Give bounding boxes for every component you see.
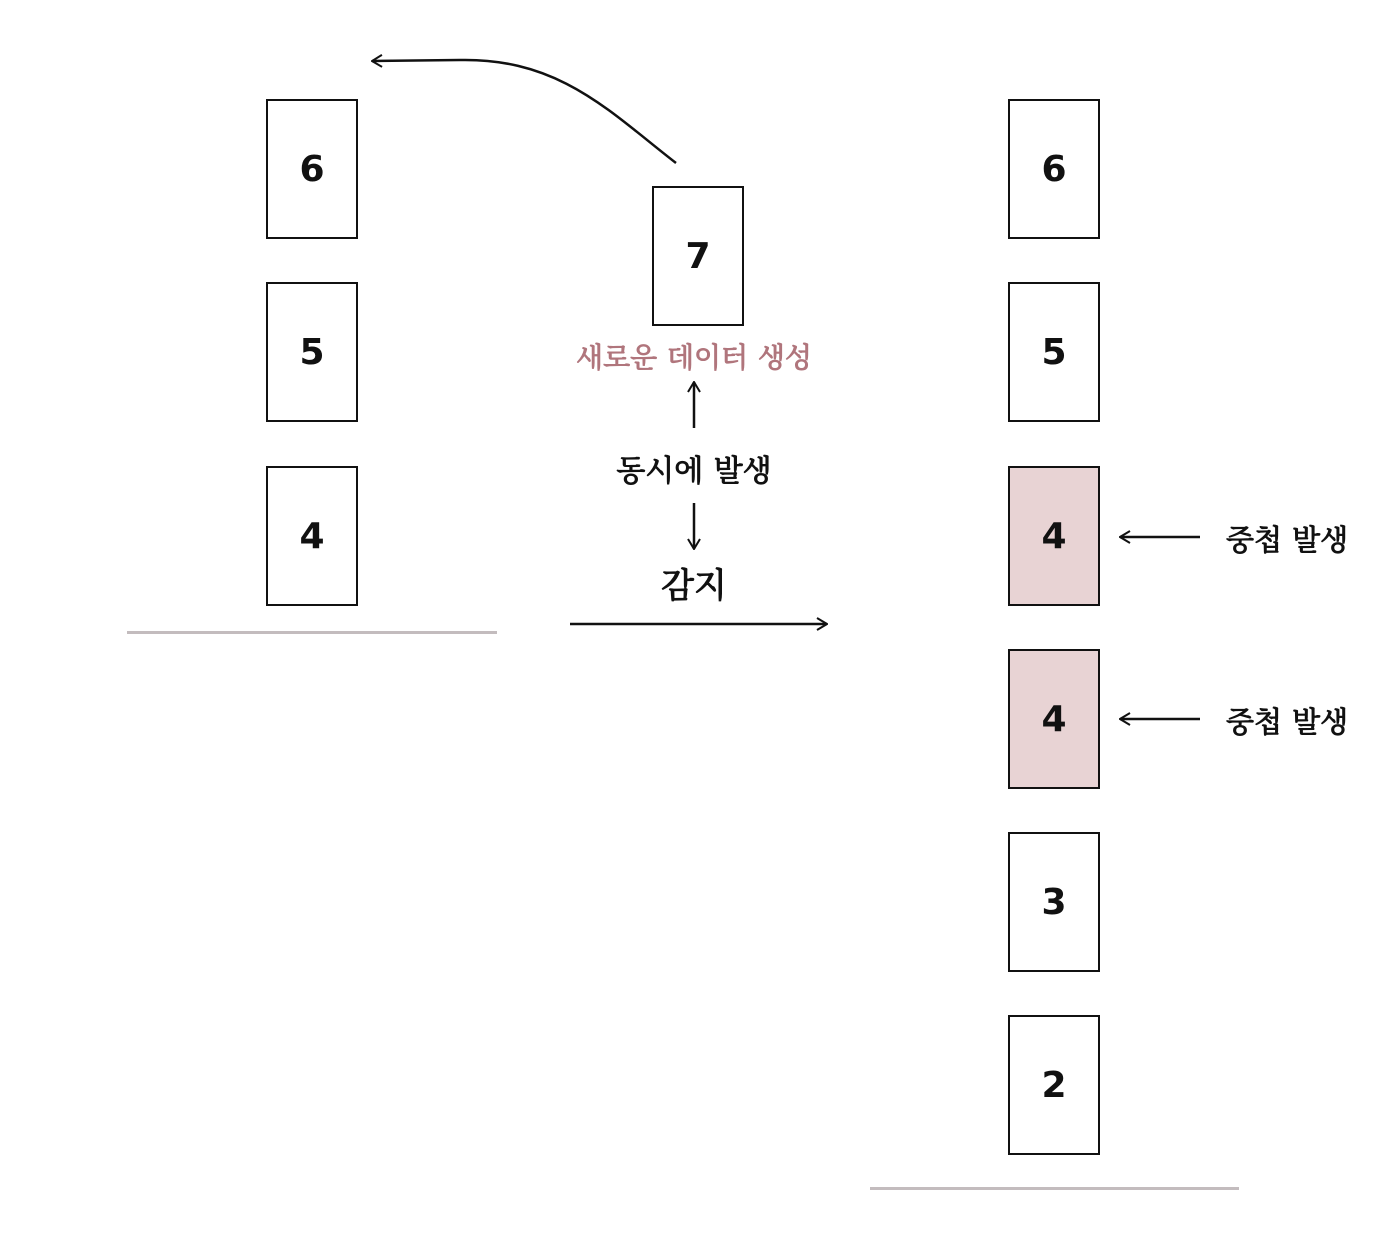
duplicate-label-1: 중첩 발생 — [1226, 523, 1349, 557]
curved-move-arrow — [372, 60, 676, 163]
right-card-6: 6 — [1008, 99, 1100, 239]
duplicate-label-2: 중첩 발생 — [1226, 705, 1349, 739]
right-card-5: 5 — [1008, 282, 1100, 422]
left-card-4: 4 — [266, 466, 358, 606]
new-data-caption: 새로운 데이터 생성 — [576, 341, 812, 374]
left-card-5: 5 — [266, 282, 358, 422]
new-card-7: 7 — [652, 186, 744, 326]
right-card-4-duplicate-a: 4 — [1008, 466, 1100, 606]
right-card-2: 2 — [1008, 1015, 1100, 1155]
right-baseline — [870, 1187, 1239, 1190]
detect-label: 감지 — [661, 566, 727, 606]
left-card-6: 6 — [266, 99, 358, 239]
simultaneous-label: 동시에 발생 — [616, 454, 772, 489]
left-baseline — [127, 631, 497, 634]
right-card-3: 3 — [1008, 832, 1100, 972]
right-card-4-duplicate-b: 4 — [1008, 649, 1100, 789]
